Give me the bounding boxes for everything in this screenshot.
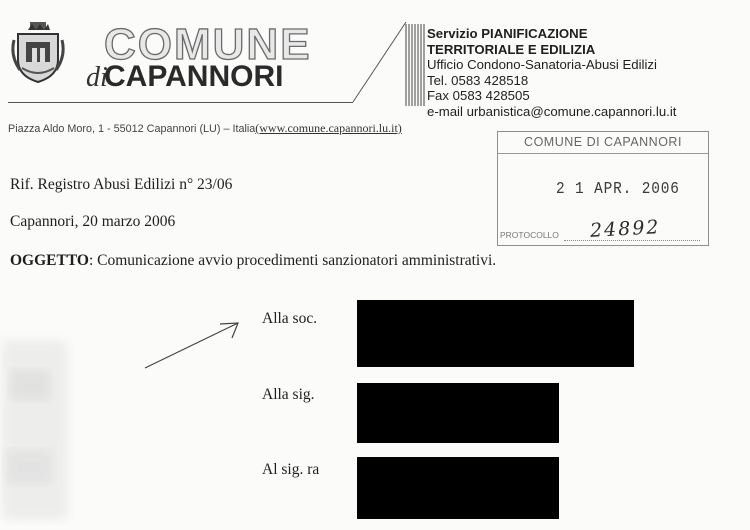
stamp-protocol-label: PROTOCOLLO bbox=[500, 230, 559, 240]
header-rule bbox=[8, 102, 353, 103]
service-name-2: TERRITORIALE E EDILIZIA bbox=[427, 41, 596, 57]
recipient-label-mrs: Al sig. ra bbox=[262, 461, 320, 478]
redacted-block-company bbox=[357, 300, 634, 367]
paper-smudge bbox=[0, 330, 80, 525]
stamp-separator bbox=[498, 153, 708, 154]
logo-capannori-text: CAPANNORI bbox=[104, 60, 284, 93]
place-date-line: Capannori, 20 marzo 2006 bbox=[10, 213, 176, 230]
protocol-stamp bbox=[497, 131, 709, 246]
stamp-date: 2 1 APR. 2006 bbox=[556, 180, 680, 199]
reference-line: Rif. Registro Abusi Edilizi n° 23/06 bbox=[10, 176, 233, 193]
stamp-protocol-line bbox=[564, 240, 700, 241]
recipient-label-company: Alla soc. bbox=[262, 310, 318, 327]
office-email: e-mail urbanistica@comune.capannori.lu.it bbox=[427, 103, 677, 119]
office-unit: Ufficio Condono-Sanatoria-Abusi Edilizi bbox=[427, 57, 657, 72]
logo-di-text: di bbox=[86, 62, 108, 93]
redacted-block-mrs bbox=[357, 457, 559, 519]
arrow-icon bbox=[140, 318, 250, 373]
coat-of-arms-icon bbox=[10, 20, 66, 84]
service-name: PIANIFICAZIONE bbox=[481, 26, 588, 41]
office-fax: Fax 0583 428505 bbox=[427, 88, 530, 103]
office-contact-block bbox=[427, 26, 676, 119]
redacted-block-mr bbox=[357, 383, 559, 443]
stamp-title: COMUNE DI CAPANNORI bbox=[524, 135, 682, 149]
recipient-label-mr: Alla sig. bbox=[262, 386, 315, 403]
address-text: Piazza Aldo Moro, 1 - 55012 Capannori (LU) – Italia bbox=[8, 123, 256, 135]
subject-label: OGGETTO bbox=[10, 252, 89, 269]
service-prefix: Servizio bbox=[427, 26, 478, 41]
logo-comune-text: COMUNE bbox=[104, 20, 312, 69]
website-link[interactable]: (www.comune.capannori.lu.it) bbox=[255, 121, 402, 135]
subject-text: : Comunicazione avvio procedimenti sanzionatori amministrativi. bbox=[88, 252, 497, 269]
header-divider bbox=[340, 20, 430, 106]
service-line bbox=[427, 26, 676, 42]
stamp-protocol-number: 24892 bbox=[589, 216, 661, 242]
office-phone: Tel. 0583 428518 bbox=[427, 72, 529, 88]
subject-line bbox=[10, 252, 496, 270]
address-line bbox=[8, 121, 402, 136]
